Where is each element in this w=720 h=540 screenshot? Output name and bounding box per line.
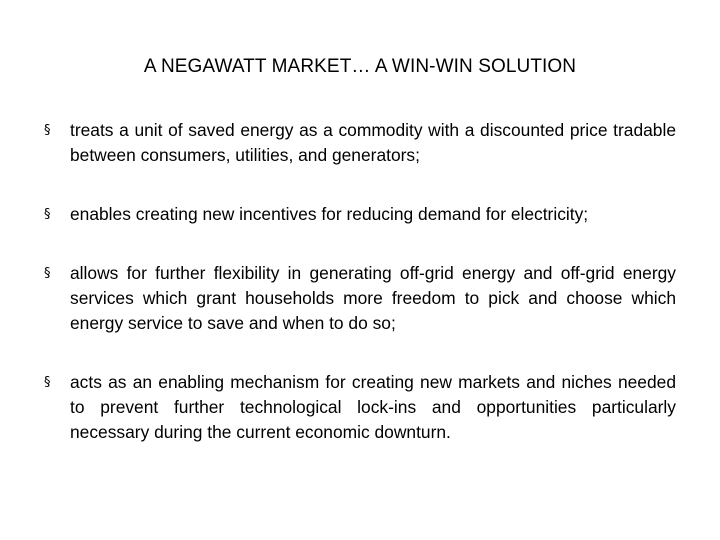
- bullet-item: [44, 370, 676, 445]
- bullet-text: enables creating new incentives for reducing demand for electricity;: [70, 204, 589, 224]
- bullet-marker-icon: §: [44, 266, 51, 281]
- bullet-text: acts as an enabling mechanism for creating new markets and niches needed to prevent further technological lock-ins and opportunities particularly necessary during the current economic downturn.: [70, 372, 676, 442]
- bullet-marker-icon: §: [44, 375, 51, 390]
- bullet-item: [44, 118, 676, 168]
- bullet-item: [44, 202, 676, 227]
- bullet-text: allows for further flexibility in generating off-grid energy and off-grid energy services which grant households more freedom to pick and choose which energy service to save and when to do so;: [70, 263, 676, 333]
- bullet-marker-icon: §: [44, 123, 51, 138]
- bullet-text: treats a unit of saved energy as a commodity with a discounted price tradable between consumers, utilities, and generators;: [70, 120, 676, 165]
- bullet-marker-icon: §: [44, 207, 51, 222]
- slide-title: A NEGAWATT MARKET… A WIN-WIN SOLUTION: [143, 56, 577, 77]
- bullet-list: [44, 118, 676, 445]
- bullet-item: [44, 261, 676, 336]
